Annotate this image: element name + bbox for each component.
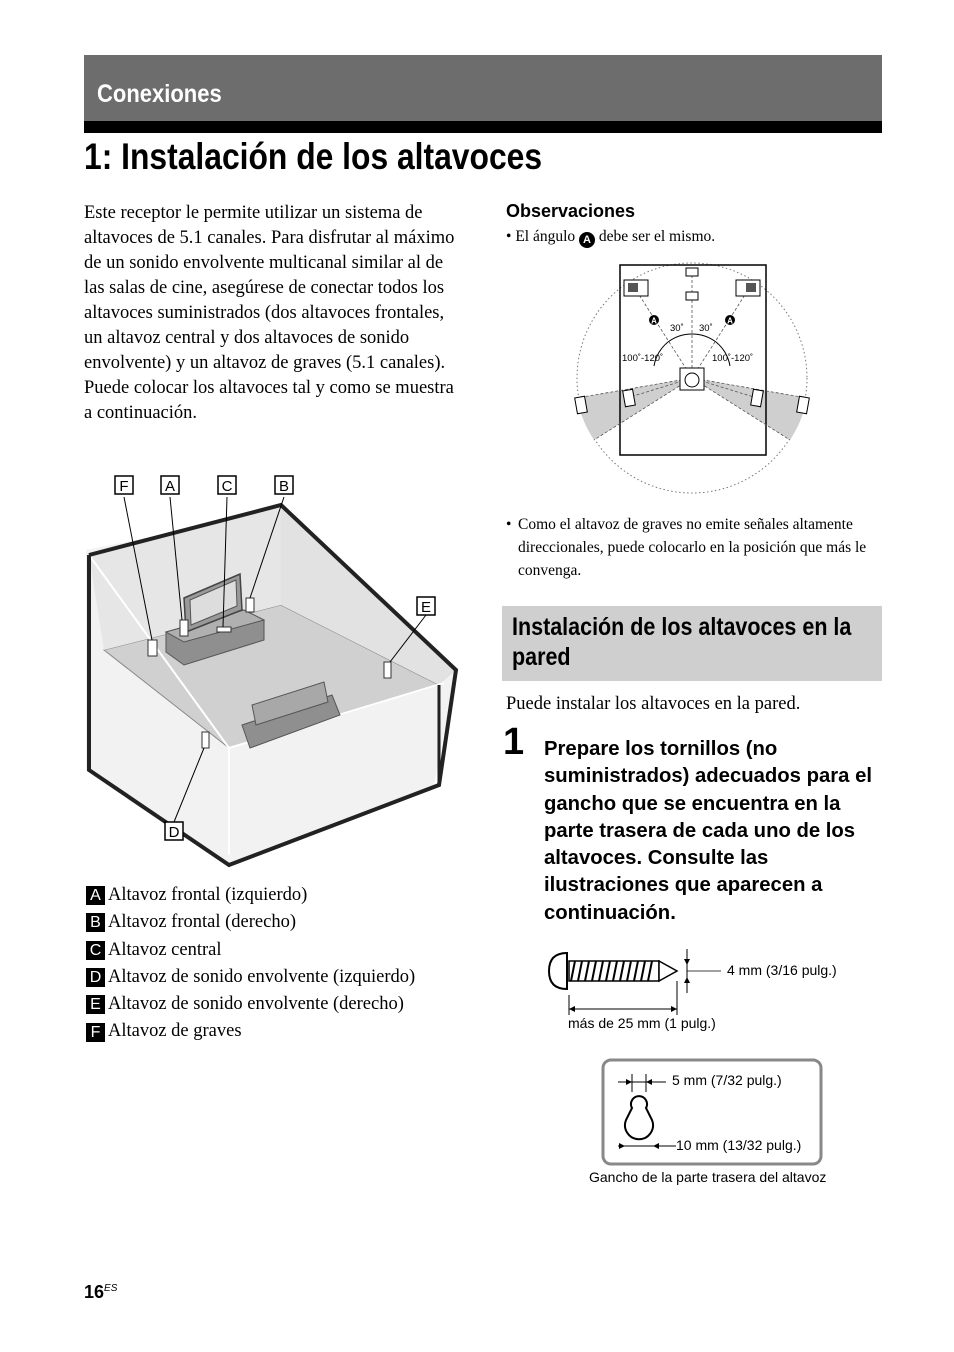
room-label-d: [165, 822, 183, 841]
hook-caption: Gancho de la parte trasera del altavoz: [589, 1169, 827, 1185]
legend-key: B: [86, 913, 105, 932]
step-number: 1: [503, 721, 525, 763]
hook-bottom-label: 10 mm (13/32 pulg.): [676, 1137, 802, 1153]
page-number-value: 16: [84, 1282, 105, 1302]
legend-item: [86, 909, 466, 936]
legend-key: F: [86, 1023, 105, 1042]
legend-key: D: [86, 968, 105, 987]
hook-top-label: 5 mm (7/32 pulg.): [672, 1072, 782, 1088]
legend-item: [86, 991, 466, 1018]
legend-item: [86, 964, 466, 991]
bullet1-prefix: El ángulo: [515, 228, 576, 245]
angle-marker-left: [649, 315, 659, 326]
legend-key: E: [86, 995, 105, 1014]
intro-paragraph-1: Este receptor le permite utilizar un sistema de altavoces de 5.1 canales. Para disfrutar al máximo de un sonido envolvente multicanal similar al de las salas de cine, asegúrese de conectar todos los altavoces suministrados (dos altavoces frontales, un altavoz central y dos altavoces de sonido envolvente) y un altavoz de graves (5.1 canales).: [84, 203, 455, 373]
legend-label: Altavoz de sonido envolvente (derecho): [108, 994, 404, 1015]
wall-intro-text: Puede instalar los altavoces en la pared.: [506, 694, 801, 714]
svg-text:C: C: [221, 478, 233, 495]
svg-text:A: A: [727, 316, 733, 326]
observations-heading: Observaciones: [506, 201, 636, 221]
room-label-a: [161, 476, 179, 495]
intro-paragraph-2: Puede colocar los altavoces tal y como se muestra a continuación.: [84, 378, 454, 423]
svg-text:B: B: [278, 478, 290, 495]
observation-bullet-1: • El ángulo A debe ser el mismo.: [506, 228, 716, 246]
svg-text:F: F: [119, 478, 129, 495]
range-label-right: 100˚-120˚: [712, 353, 754, 364]
legend-item: [86, 937, 466, 964]
legend-key: A: [86, 886, 105, 905]
step-text: Prepare los tornillos (no suministrados) adecuados para el gancho que se encuentra en la parte trasera de cada uno de los altavoces. Consulte las ilustraciones que aparecen a continuación.: [544, 738, 872, 924]
section-header-rule: [84, 121, 882, 133]
observation-bullet-2: • Como el altavoz de graves no emite señales altamente direccionales, puede colocarlo en la posición que más le convenga.: [506, 513, 876, 582]
legend-label: Altavoz frontal (derecho): [108, 912, 296, 933]
room-label-c: [218, 476, 236, 495]
screw-diagram: [545, 945, 875, 1040]
legend-label: Altavoz de graves: [108, 1021, 242, 1042]
room-label-b: [275, 476, 293, 495]
angle-a-symbol: A: [579, 232, 595, 248]
legend-label: Altavoz de sonido envolvente (izquierdo): [108, 966, 416, 987]
legend-item: [86, 882, 466, 909]
room-label-e: [417, 597, 435, 616]
page-number: [84, 1282, 117, 1303]
screw-diameter-label: 4 mm (3/16 pulg.): [727, 962, 837, 978]
svg-text:D: D: [168, 824, 180, 841]
subsection-title: Instalación de los altavoces en la pared: [512, 613, 852, 671]
svg-text:A: A: [164, 478, 176, 495]
bullet1-suffix: debe ser el mismo.: [598, 228, 716, 245]
speaker-legend: [86, 882, 466, 1046]
section-title: Conexiones: [97, 80, 222, 108]
legend-key: C: [86, 941, 105, 960]
room-speaker-diagram: [84, 470, 474, 870]
legend-label: Altavoz frontal (izquierdo): [108, 885, 308, 905]
legend-label: Altavoz central: [108, 939, 222, 960]
angle-marker-right: [725, 315, 735, 326]
intro-text: [84, 201, 464, 426]
svg-text:E: E: [420, 599, 432, 616]
speaker-angle-diagram: [572, 258, 812, 503]
bullet2-text: Como el altavoz de graves no emite señales altamente direccionales, puede colocarlo en la posición que más le convenga.: [518, 516, 867, 579]
screw-length-label: más de 25 mm (1 pulg.): [568, 1015, 716, 1031]
page-title: 1: Instalación de los altavoces: [84, 136, 543, 177]
range-label-left: 100˚-120˚: [622, 353, 664, 364]
room-label-f: [115, 476, 133, 495]
page-number-suffix: ES: [104, 1283, 118, 1294]
angle-label-right: 30˚: [699, 323, 713, 334]
hook-diagram: [580, 1058, 880, 1190]
svg-text:A: A: [651, 316, 657, 326]
angle-label-left: 30˚: [670, 323, 684, 334]
legend-item: [86, 1018, 466, 1045]
